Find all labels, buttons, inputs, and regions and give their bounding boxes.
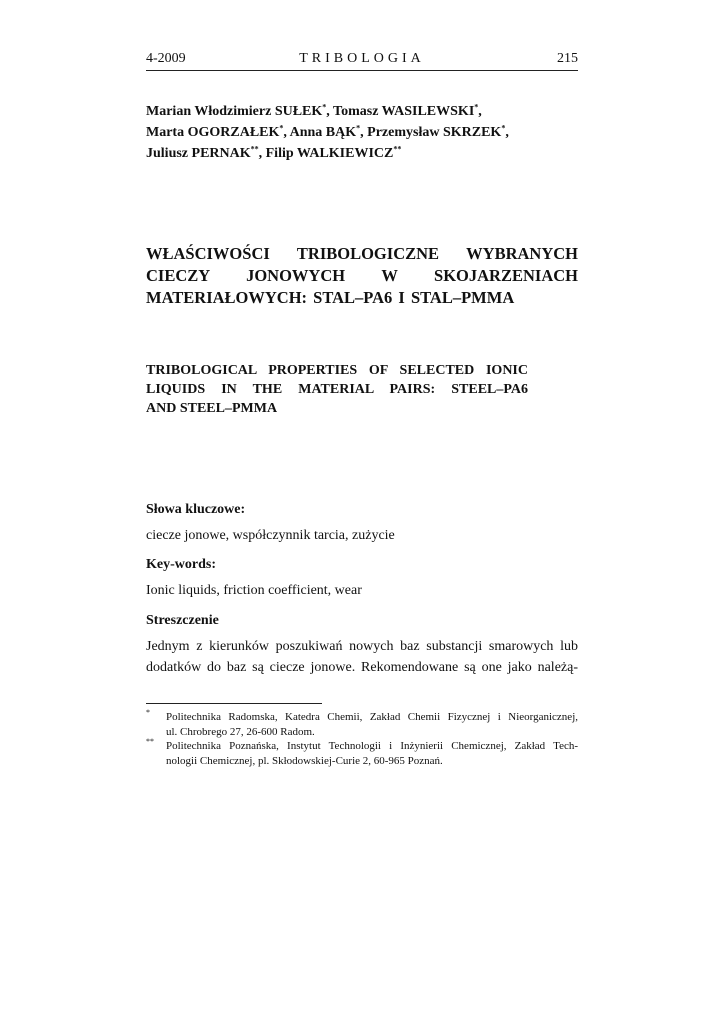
- abstract-line: dodatków do baz są ciecze jonowe. Rekomendowane są one jako należą-: [146, 660, 578, 675]
- footnotes: [146, 710, 578, 768]
- affiliation-mark: *: [501, 123, 506, 133]
- running-header: [146, 51, 578, 71]
- author-line: Juliusz PERNAK**, Filip WALKIEWICZ**: [146, 144, 402, 161]
- affiliation-mark: *: [474, 102, 479, 112]
- page-number: 215: [557, 51, 578, 66]
- footnote-line: ul. Chrobrego 27, 26-600 Radom.: [166, 725, 315, 738]
- journal-name: TRIBOLOGIA: [299, 51, 425, 66]
- affiliation-mark: *: [322, 102, 327, 112]
- keywords-pl-heading: Słowa kluczowe:: [146, 502, 246, 517]
- title-english: [146, 361, 528, 418]
- keywords-en-heading: Key-words:: [146, 557, 216, 572]
- author-name: Tomasz WASILEWSKI: [333, 104, 475, 119]
- keywords-en-text: Ionic liquids, friction coefficient, wear: [146, 583, 362, 598]
- affiliation-mark: **: [393, 144, 402, 154]
- footnote-line: nologii Chemicznej, pl. Skłodowskiej-Curie 2, 60-965 Poznań.: [166, 754, 443, 767]
- footnote-rule: [146, 703, 322, 704]
- author-name: Filip WALKIEWICZ: [265, 146, 394, 161]
- footnote-line: Politechnika Poznańska, Instytut Technologii i Inżynierii Chemicznej, Zakład Tech-: [166, 740, 578, 752]
- author-list: [146, 101, 586, 164]
- abstract-heading: Streszczenie: [146, 613, 219, 628]
- author-name: Marta OGORZAŁEK: [146, 125, 280, 140]
- abstract-line: Jednym z kierunków poszukiwań nowych baz substancji smarowych lub: [146, 639, 578, 654]
- issue-number: 4-2009: [146, 51, 186, 66]
- affiliation-mark: *: [279, 123, 284, 133]
- footnote-mark: **: [146, 737, 154, 746]
- abstract-body: [146, 636, 578, 678]
- title-line: AND STEEL–PMMA: [146, 401, 278, 416]
- footnote: [146, 739, 578, 768]
- title-polish: [146, 243, 578, 309]
- author-name: Marian Włodzimierz SUŁEK: [146, 104, 323, 119]
- author-name: Przemysław SKRZEK: [367, 125, 502, 140]
- title-line: CIECZY JONOWYCH W SKOJARZENIACH: [146, 266, 578, 285]
- footnote-mark: *: [146, 708, 150, 717]
- author-name: Anna BĄK: [289, 125, 357, 140]
- author-line: Marian Włodzimierz SUŁEK*, Tomasz WASILEWSKI*,: [146, 102, 482, 119]
- footnote: [146, 710, 578, 739]
- title-line: MATERIAŁOWYCH: STAL–PA6 I STAL–PMMA: [146, 288, 515, 307]
- footnote-line: Politechnika Radomska, Katedra Chemii, Zakład Chemii Fizycznej i Nieorganicznej,: [166, 711, 578, 723]
- keywords-pl-text: ciecze jonowe, współczynnik tarcia, zużycie: [146, 528, 395, 543]
- author-name: Juliusz PERNAK: [146, 146, 251, 161]
- author-line: Marta OGORZAŁEK*, Anna BĄK*, Przemysław SKRZEK*,: [146, 123, 509, 140]
- affiliation-mark: *: [356, 123, 361, 133]
- affiliation-mark: **: [250, 144, 259, 154]
- header-rule: [146, 70, 578, 71]
- title-line: WŁAŚCIWOŚCI TRIBOLOGICZNE WYBRANYCH: [146, 244, 578, 263]
- title-line: TRIBOLOGICAL PROPERTIES OF SELECTED IONIC: [146, 363, 528, 378]
- title-line: LIQUIDS IN THE MATERIAL PAIRS: STEEL–PA6: [146, 382, 528, 397]
